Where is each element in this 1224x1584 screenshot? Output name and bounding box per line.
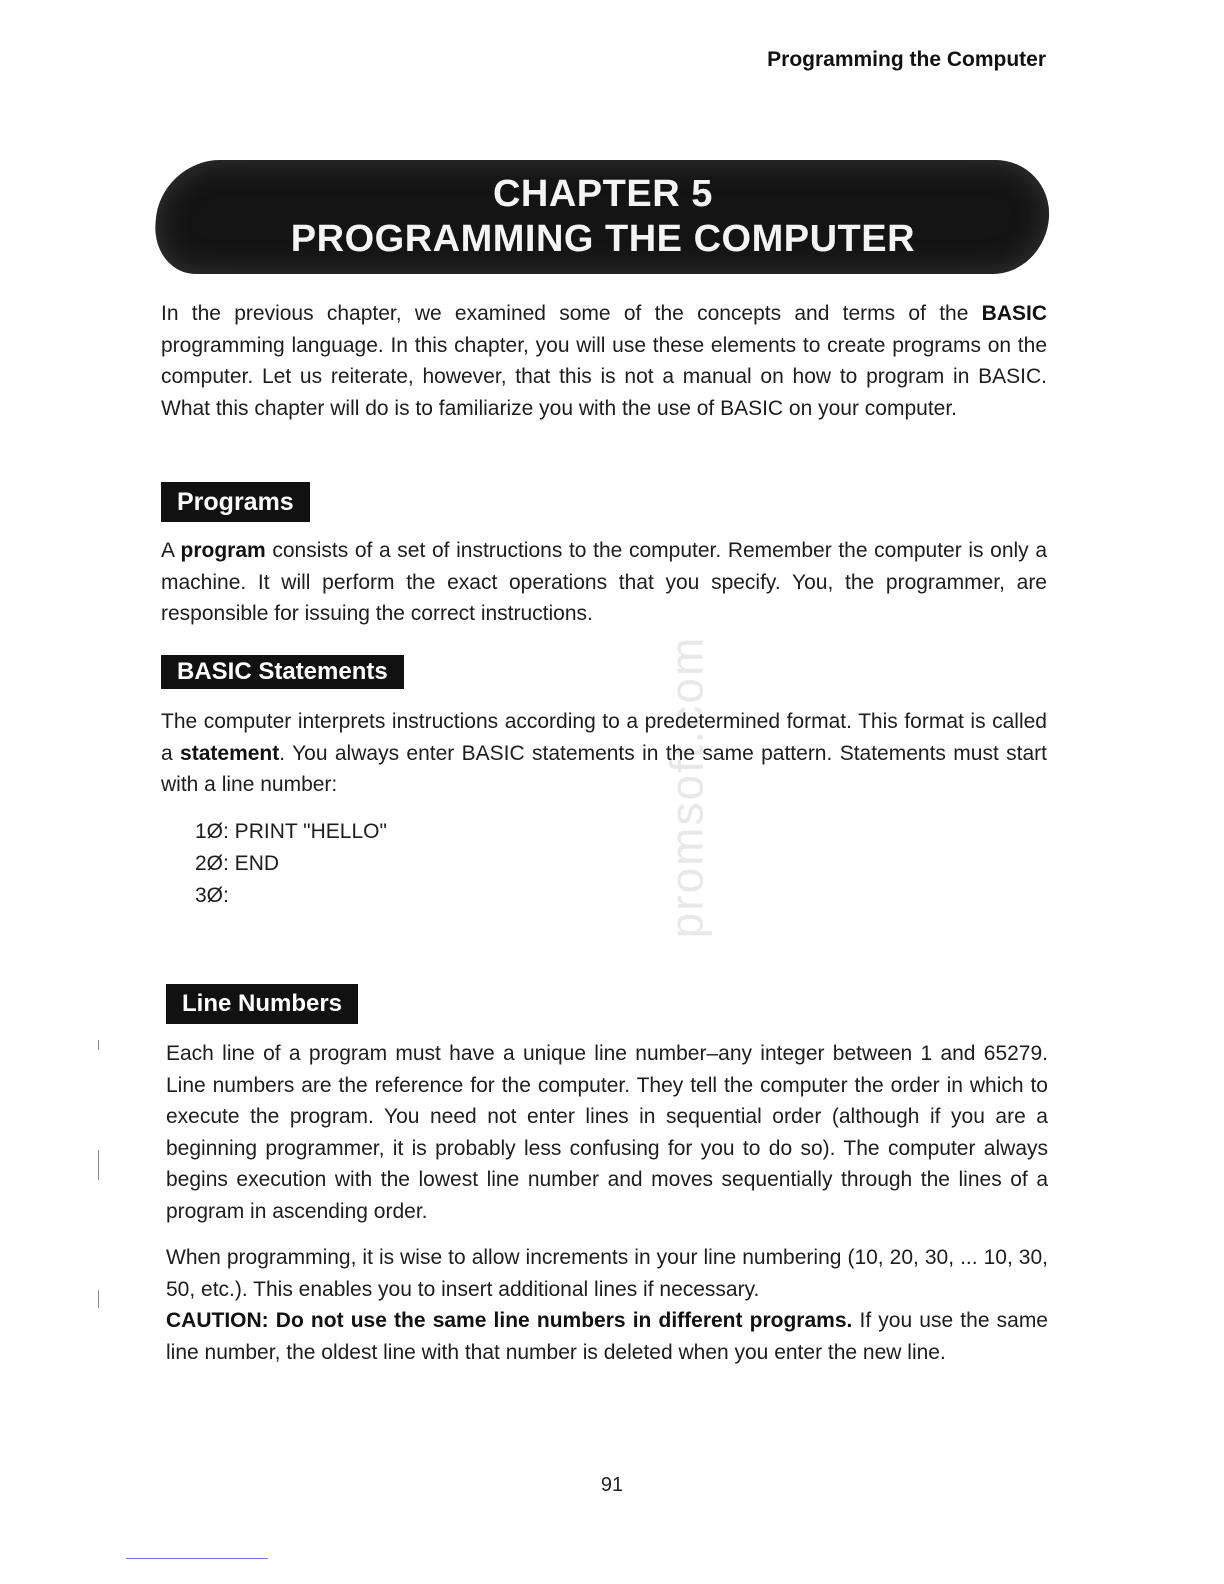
page-number: 91 xyxy=(600,1474,624,1496)
code-line: 2Ø: END xyxy=(195,852,280,875)
running-head: Programming the Computer xyxy=(767,48,1046,71)
chapter-number: CHAPTER 5 xyxy=(492,173,713,215)
statements-paragraph: The computer interprets instructions according to a predetermined format. This format is called a statement. You always enter BASIC statements in the same pattern. Statements must start with a line number: xyxy=(161,710,1047,796)
statement-term: statement xyxy=(180,741,280,765)
intro-paragraph: In the previous chapter, we examined some of the concepts and terms of the BASIC programming language. In this chapter, you will use these elements to create programs on the computer. Let us reiterate, however, that this is not a manual on how to program in BASIC. What this chapter will do is to familiarize you with the use of BASIC on your computer. xyxy=(161,302,1047,420)
basic-term: BASIC xyxy=(981,302,1047,325)
programs-paragraph: A program consists of a set of instructions to the computer. Remember the computer is only a machine. It will perform the exact operations that you specify. You, the programmer, are responsible for issuing the correct instructions. xyxy=(161,539,1048,625)
chapter-title: PROGRAMMING THE COMPUTER xyxy=(290,218,916,260)
caution-note: CAUTION: Do not use the same line numbers in different programs. xyxy=(166,1309,853,1332)
section-heading-basic-statements: BASIC Statements xyxy=(161,655,404,689)
edge-mark xyxy=(98,1040,99,1050)
chapter-banner xyxy=(152,160,1053,274)
line-numbers-paragraph-2: When programming, it is wise to allow increments in your line numbering (10, 20, 30, ... 10, 30, 50, etc.). This enables you to insert additional lines if necessary. CAUTION: Do not use the same line numbers in different programs. If you use the same line number, the oldest line with that number is deleted when you enter the new line. xyxy=(166,1246,1048,1364)
watermark: promsoft.com xyxy=(660,635,713,939)
code-line: 1Ø: PRINT "HELLO" xyxy=(195,820,387,843)
bottom-rule xyxy=(126,1558,268,1559)
line-numbers-paragraph-1: Each line of a program must have a unique line number–any integer between 1 and 65279. Line numbers are the reference for the computer. They tell the computer the order in which to execute the program. You need not enter lines in sequential order (although if you are a beginning programmer, it is probably less confusing for you to do so). The computer always begins execution with the lowest line number and moves sequentially through the lines of a program in ascending order. xyxy=(166,1042,1048,1223)
code-example xyxy=(195,816,387,912)
code-line: 3Ø: xyxy=(195,884,229,907)
edge-mark xyxy=(98,1150,99,1180)
section-heading-line-numbers: Line Numbers xyxy=(166,984,358,1024)
program-term: program xyxy=(180,539,266,562)
section-heading-programs: Programs xyxy=(161,482,310,522)
edge-mark xyxy=(98,1290,99,1308)
